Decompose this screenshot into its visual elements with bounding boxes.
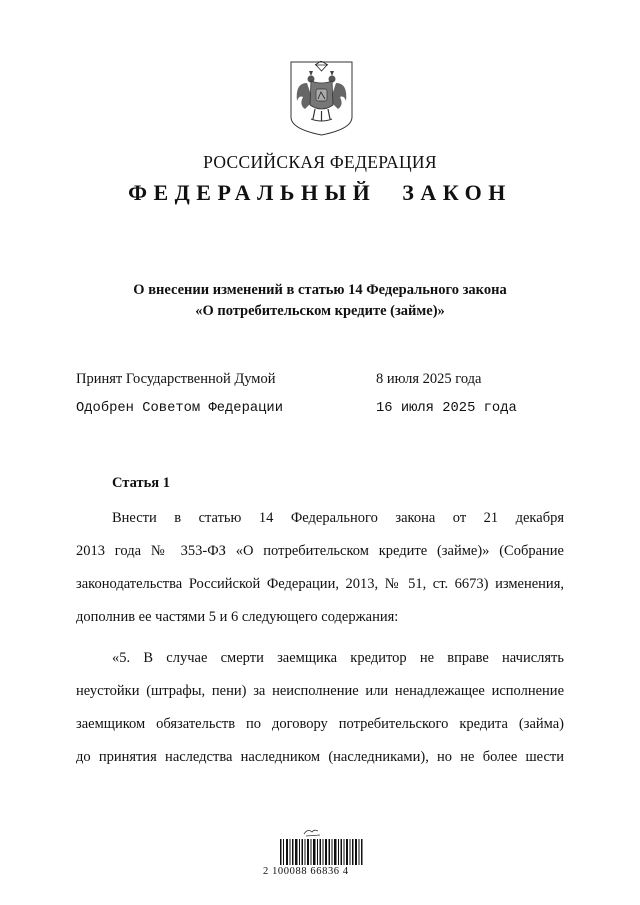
article-text-line: заемщиком обязательств по договору потребительского кредита (займа) — [76, 716, 564, 732]
coat-of-arms-icon — [289, 61, 354, 136]
article-text-line: дополнив ее частями 5 и 6 следующего содержания: — [76, 609, 399, 625]
duma-adoption-date: 8 июля 2025 года — [376, 371, 482, 387]
article-text-line: Внести в статью 14 Федерального закона от 21 декабря — [112, 510, 564, 526]
article-text-line: «5. В случае смерти заемщика кредитор не вправе начислять — [112, 650, 564, 666]
article-text-line: неустойки (штрафы, пени) за неисполнение или ненадлежащее исполнение — [76, 683, 564, 699]
article-heading: Статья 1 — [112, 475, 170, 491]
law-title-line-1: О внесении изменений в статью 14 Федерального закона — [133, 282, 507, 298]
barcode-number: 2 100088 66836 4 — [263, 866, 349, 877]
article-text-line: 2013 года № 353-ФЗ «О потребительском кредите (займе)» (Собрание — [76, 543, 564, 559]
article-text-line: законодательства Российской Федерации, 2013, № 51, ст. 6673) изменения, — [76, 576, 564, 592]
law-title — [0, 280, 640, 322]
duma-adoption-label: Принят Государственной Думой — [76, 371, 276, 387]
council-approval-date: 16 июля 2025 года — [376, 401, 517, 416]
country-name: РОССИЙСКАЯ ФЕДЕРАЦИЯ — [203, 152, 437, 172]
council-approval-label: Одобрен Советом Федерации — [76, 401, 283, 416]
law-title-line-2: «О потребительском кредите (займе)» — [195, 303, 445, 319]
document-type-heading: ФЕДЕРАЛЬНЫЙ ЗАКОН — [128, 180, 512, 205]
article-text-line: до принятия наследства наследником (наследниками), но не более шести — [76, 749, 564, 765]
